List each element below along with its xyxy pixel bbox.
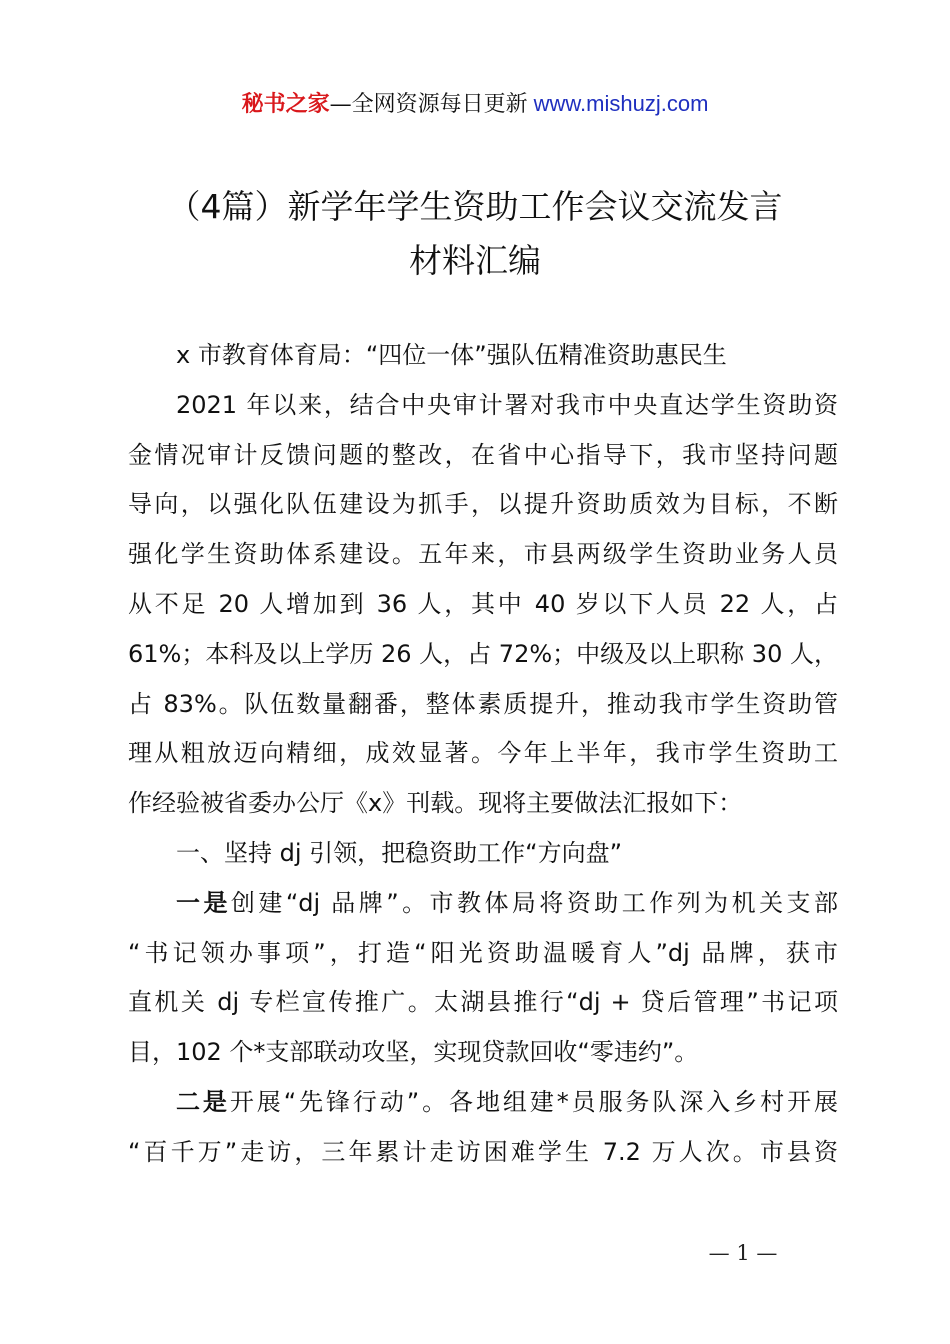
- paragraph-lead: 二是: [176, 1087, 230, 1116]
- paragraph-line: 61%；本科及以上学历 26 人，占 72%；中级及以上职称 30 人，: [128, 639, 838, 668]
- paragraph-line: 从不足 20 人增加到 36 人，其中 40 岁以下人员 22 人，占: [128, 589, 838, 618]
- brand-name: 秘书之家: [241, 92, 330, 117]
- paragraph-line: 目，102 个*支部联动攻坚，实现贷款回收“零违约”。: [128, 1038, 699, 1067]
- page-number: — 1 —: [708, 1241, 778, 1265]
- paragraph-line: 导向，以强化队伍建设为抓手，以提升资助质效为目标，不断: [128, 490, 838, 519]
- paragraph-line: 强化学生资助体系建设。五年来，市县两级学生资助业务人员: [128, 540, 838, 569]
- paragraph-lead: 一是: [176, 888, 231, 917]
- paragraph-line: [128, 879, 838, 929]
- paragraph-line: “书记领办事项”，打造“阳光资助温暖育人”dj 品牌，获市: [128, 938, 838, 967]
- paragraph-line: 金情况审计反馈问题的整改，在省中心指导下，我市坚持问题: [128, 440, 838, 469]
- paragraph-text: 开展“先锋行动”。各地组建*员服务队深入乡村开展: [229, 1087, 838, 1116]
- paragraph-line: 2021 年以来，结合中央审计署对我市中央直达学生资助资: [176, 390, 838, 419]
- paragraph-line: 理从粗放迈向精细，成效显著。今年上半年，我市学生资助工: [128, 739, 838, 768]
- document-body: [128, 331, 838, 1178]
- paragraph-line: 占 83%。队伍数量翻番，整体素质提升，推动我市学生资助管: [128, 689, 838, 718]
- paragraph-line: [128, 1078, 838, 1128]
- title-line-1: （4篇）新学年学生资助工作会议交流发言: [167, 187, 783, 226]
- section-subtitle: x 市教育体育局：“四位一体”强队伍精准资助惠民生: [176, 341, 727, 369]
- header-dash: —: [329, 92, 352, 117]
- paragraph-line: 直机关 dj 专栏宣传推广。太湖县推行“dj + 贷后管理”书记项: [128, 988, 838, 1017]
- paragraph-text: 创建“dj 品牌”。市教体局将资助工作列为机关支部: [230, 888, 838, 917]
- site-header: [0, 88, 950, 121]
- paragraph-line: “百千万”走访，三年累计走访困难学生 7.2 万人次。市县资: [128, 1137, 838, 1166]
- header-slogan: 全网资源每日更新: [351, 92, 528, 117]
- site-url-link[interactable]: www.mishuzj.com: [533, 91, 709, 116]
- section-heading: 一、坚持 dj 引领，把稳资助工作“方向盘”: [176, 838, 623, 867]
- paragraph-line: 作经验被省委办公厅《x》刊载。现将主要做法汇报如下：: [128, 789, 743, 818]
- document-title: [100, 180, 850, 288]
- title-line-2: 材料汇编: [409, 241, 541, 280]
